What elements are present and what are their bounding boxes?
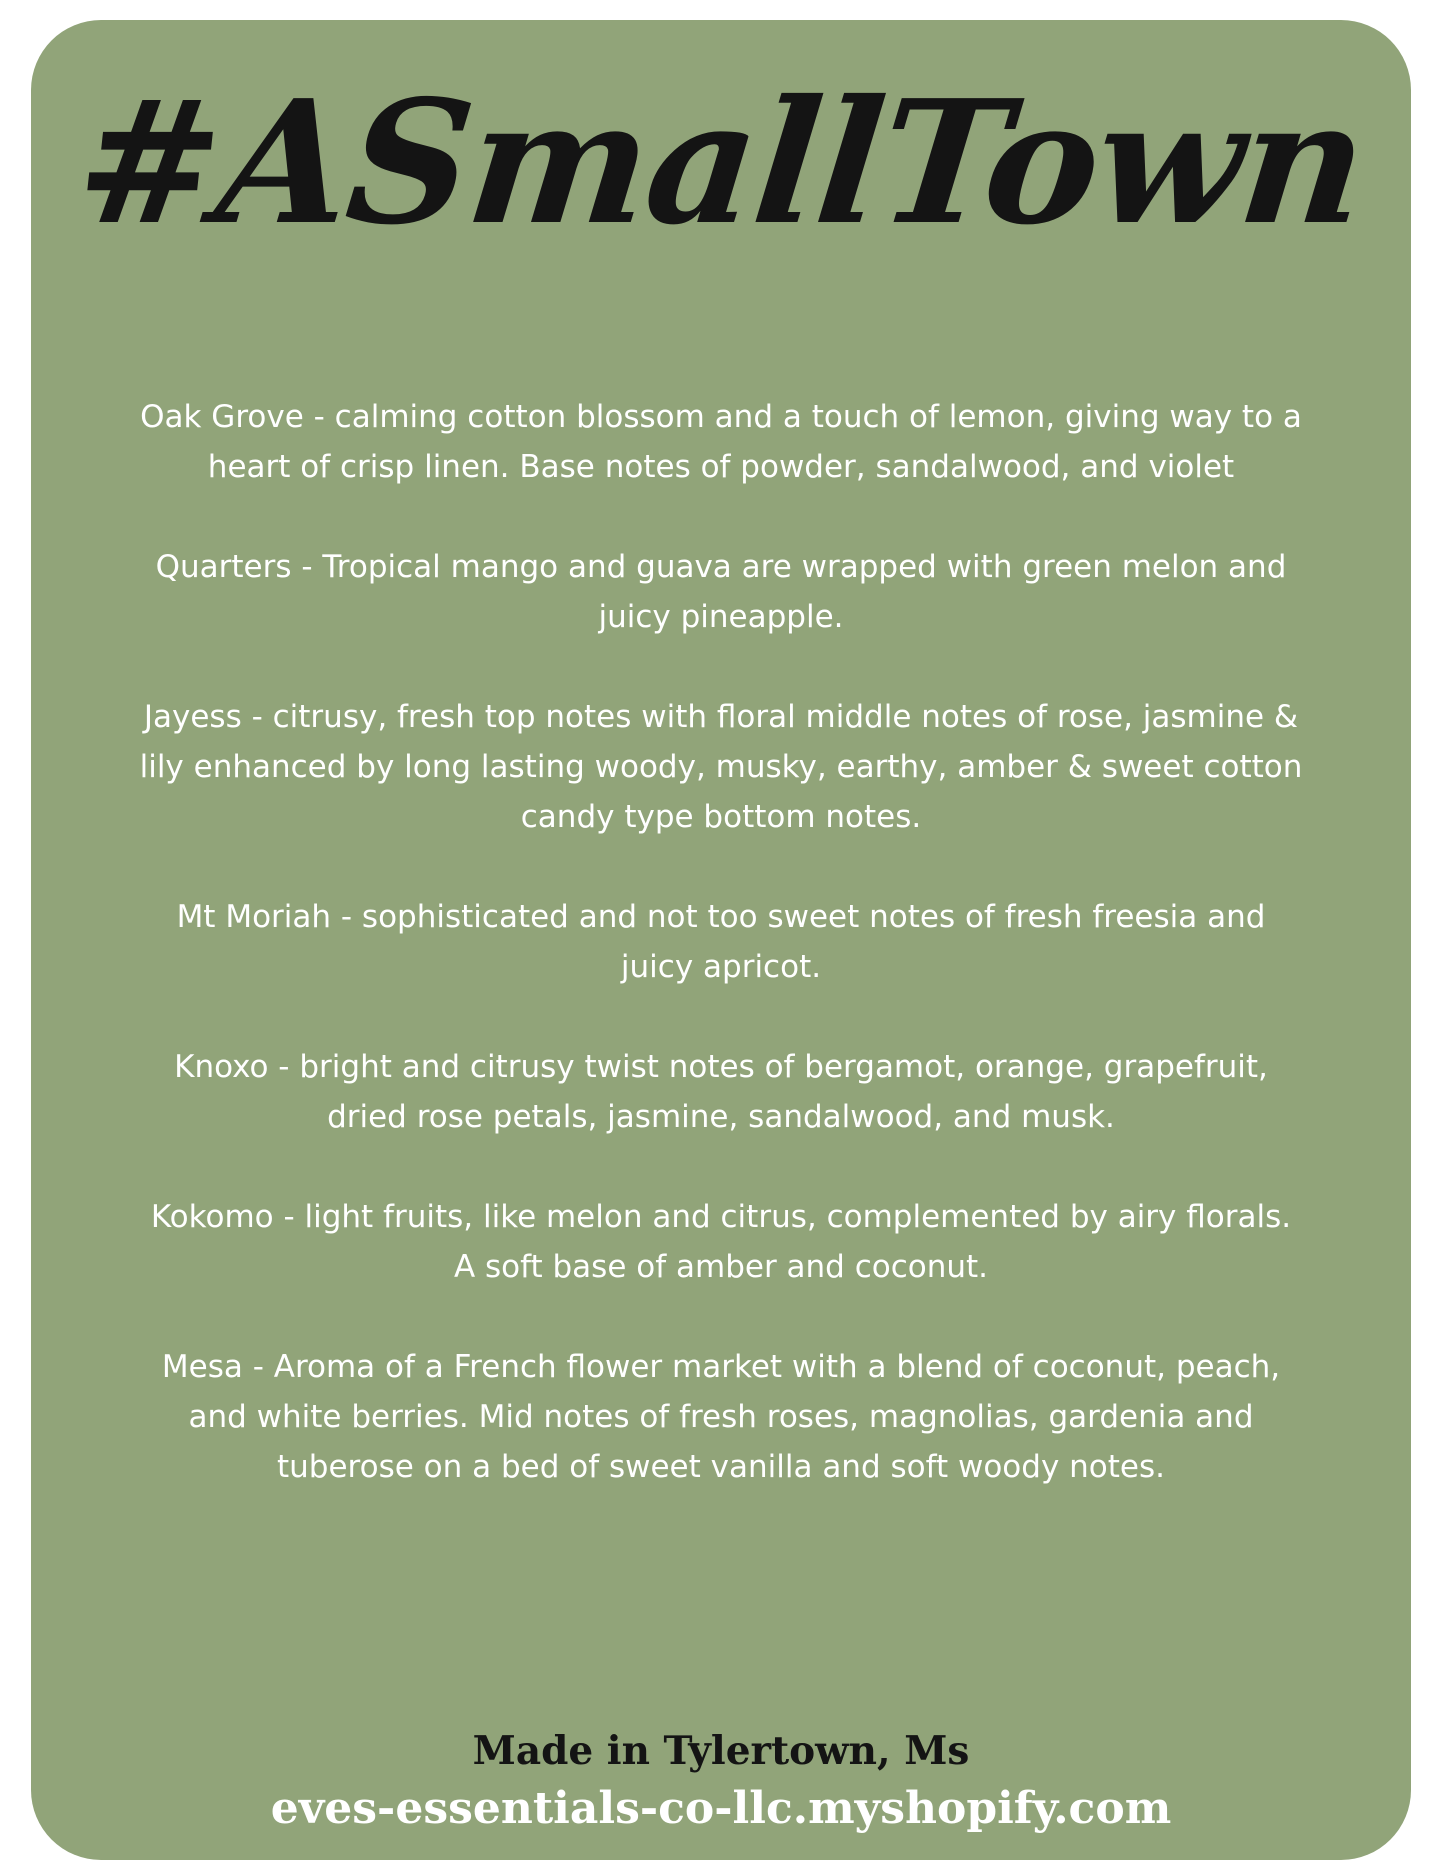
scent-description-oak-grove: Oak Grove - calming cotton blossom and a touch of lemon, giving way to a heart of crisp linen. Base notes of powder, sandalwood, and violet <box>140 399 1302 485</box>
scent-description-mesa: Mesa - Aroma of a French flower market with a blend of coconut, peach, and white berries. Mid notes of fresh roses, magnolias, gardenia and tuberose on a bed of sweet vanilla and soft woody notes. <box>161 1349 1281 1485</box>
scent-description-kokomo: Kokomo - light fruits, like melon and citrus, complemented by airy florals. A soft base of amber and coconut. <box>150 1199 1292 1285</box>
website-url: eves-essentials-co-llc.myshopify.com <box>270 1783 1172 1834</box>
scent-description-mt-moriah: Mt Moriah - sophisticated and not too sweet notes of fresh freesia and juicy apricot. <box>176 899 1266 985</box>
scent-description-knoxo: Knoxo - bright and citrusy twist notes of bergamot, orange, grapefruit, dried rose petals, jasmine, sandalwood, and musk. <box>174 1049 1268 1135</box>
scent-list <box>136 392 1306 1542</box>
scent-description-jayess: Jayess - citrusy, fresh top notes with floral middle notes of rose, jasmine & lily enhanced by long lasting woody, musky, earthy, amber & sweet cotton candy type bottom notes. <box>139 699 1303 835</box>
scent-description-quarters: Quarters - Tropical mango and guava are wrapped with green melon and juicy pineapple. <box>155 549 1287 635</box>
scent-card <box>31 20 1411 1860</box>
made-in-text: Made in Tylertown, Ms <box>472 1728 970 1774</box>
page-title: #ASmallTown <box>68 63 1374 263</box>
